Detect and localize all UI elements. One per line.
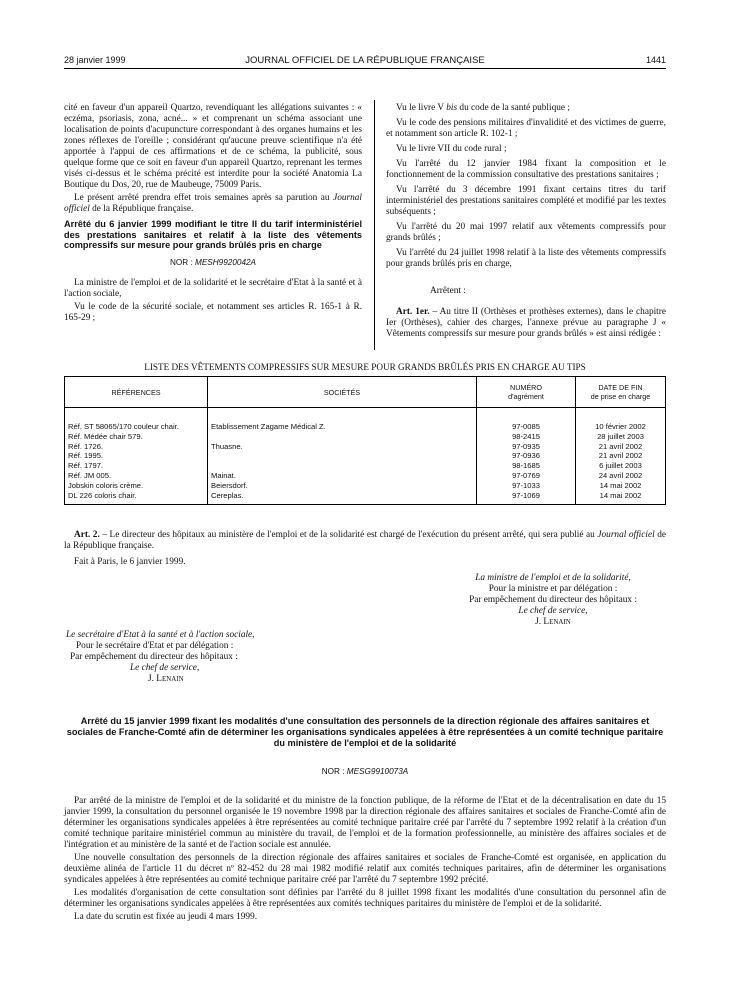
chef-service: Le chef de service, xyxy=(130,663,200,673)
nor-code: MESG9910073A xyxy=(346,767,409,776)
cell-ref: Jobskin coloris crème. xyxy=(65,481,208,491)
text: du code de la santé publique ; xyxy=(459,103,570,113)
signatory-name: J. Lenain xyxy=(535,617,571,627)
table-header-row xyxy=(65,377,666,408)
signature-secretaire xyxy=(66,630,276,685)
signatory-title: La ministre de l'emploi et de la solidarité, xyxy=(475,573,631,583)
cell-soc: Beiersdorf. xyxy=(208,481,477,491)
cell-soc xyxy=(208,432,477,442)
cell-ref: Réf. 1995. xyxy=(65,451,208,461)
header-page-number: 1441 xyxy=(645,55,666,65)
left-column xyxy=(64,103,362,326)
cell-soc: Cereplas. xyxy=(208,491,477,505)
cell-soc: Etablissement Zagame Médical Z. xyxy=(208,422,477,432)
cell-ref: Réf. 1726. xyxy=(65,442,208,452)
vu-arrete-1991: Vu l'arrêté du 3 décembre 1991 fixant certains titres du tarif interministériel des prestations sanitaires complété et modifié par les textes subséquents ; xyxy=(386,185,666,217)
delegation-line: Pour le secrétaire d'Etat et par délégation : xyxy=(76,641,234,651)
text: Le présent arrêté prendra effet trois semaines après sa parution au xyxy=(74,193,330,203)
journal-officiel-ref: Journal officiel xyxy=(597,530,655,540)
nor-code: MESH9920042A xyxy=(195,257,257,267)
text: d'agrément xyxy=(508,392,544,401)
delegation-line: Pour la ministre et par délégation : xyxy=(488,584,618,594)
article-label: Art. 1er. xyxy=(396,307,430,317)
table-row xyxy=(65,432,666,442)
cell-date: 14 mai 2002 xyxy=(576,491,666,505)
vu-arrete-1984: Vu l'arrêté du 12 janvier 1984 fixant la composition et le fonctionnement de la commission consultative des prestations sanitaires ; xyxy=(386,159,666,180)
arretent: Arrêtent : xyxy=(430,286,466,296)
cell-soc xyxy=(208,451,477,461)
cell-soc: Mainat. xyxy=(208,471,477,481)
vu-livre-vii: Vu le livre VII du code rural ; xyxy=(396,144,507,154)
text: de la République française. xyxy=(92,204,194,214)
fait-a-paris: Fait à Paris, le 6 janvier 1999. xyxy=(74,557,186,567)
article-2 xyxy=(64,530,666,570)
header-journal-title: JOURNAL OFFICIEL DE LA RÉPUBLIQUE FRANÇAISE xyxy=(245,55,485,66)
cell-date: 21 avril 2002 xyxy=(576,442,666,452)
cell-date: 24 avril 2002 xyxy=(576,471,666,481)
cell-num: 98-1685 xyxy=(477,461,576,471)
column-header-numero xyxy=(477,377,576,408)
nor-label: NOR : xyxy=(321,767,345,776)
table-row xyxy=(65,481,666,491)
cell-date: 28 juillet 2003 xyxy=(576,432,666,442)
nor-reference xyxy=(64,257,362,268)
cell-ref: Réf. Médée chair 579. xyxy=(65,432,208,442)
text: de la République française. xyxy=(64,530,666,551)
cell-ref: Réf. 1797. xyxy=(65,461,208,471)
table-row xyxy=(65,491,666,505)
article-2-text xyxy=(64,530,666,552)
column-header-date xyxy=(576,377,666,408)
paragraph-nouvelle-consultation: Une nouvelle consultation des personnels de la direction régionale des affaires sanitaires et sociales de Franche-Comté est organisée, en application du deuxième alinéa de l'article 11 du décret nº 82-452 du 28 mai 1982 modifié relatif aux comités techniques paritaires, afin de déterminer les organisations syndicales appelées à être représentées au comité technique paritaire créé par l'arrêté du 7 septembre 1992 précité. xyxy=(64,853,666,885)
cell-ref: Réf. ST 58065/170 couleur chair. xyxy=(65,422,208,432)
paragraph-effect xyxy=(64,193,362,215)
header-rule xyxy=(64,68,666,69)
paragraph-ministre: La ministre de l'emploi et de la solidarité et le secrétaire d'Etat à la santé et à l'action sociale, xyxy=(64,277,362,299)
text: NUMÉRO xyxy=(510,383,542,392)
table-spacer-row xyxy=(65,408,666,423)
cell-date: 6 juillet 2003 xyxy=(576,461,666,471)
article-1 xyxy=(386,307,666,340)
column-header-societes: SOCIÉTÉS xyxy=(208,377,477,408)
signatory-title: Le secrétaire d'Etat à la santé et à l'action sociale, xyxy=(66,630,255,640)
cell-num: 97-0769 xyxy=(477,471,576,481)
cell-date: 14 mai 2002 xyxy=(576,481,666,491)
vu-arrete-1997: Vu l'arrêté du 20 mai 1997 relatif aux vêtements compressifs pour grands brûlés ; xyxy=(386,222,666,243)
signature-ministre xyxy=(440,573,666,628)
arrete-title-6-janvier: Arrêté du 6 janvier 1999 modifiant le titre II du tarif interministériel des prestations sanitaires et relatif à la liste des vêtements compressifs sur mesure pour grands brûlés pris en charge xyxy=(64,219,362,250)
vu-code-pensions: Vu le code des pensions militaires d'invalidité et des victimes de guerre, et notamment son article R. 102-1 ; xyxy=(386,118,666,139)
vetements-table xyxy=(64,376,666,505)
cell-soc xyxy=(208,461,477,471)
nor-label: NOR : xyxy=(169,257,193,267)
right-column xyxy=(386,103,666,342)
table-row xyxy=(65,451,666,461)
vu-arrete-1998: Vu l'arrêté du 24 juillet 1998 relatif à la liste des vêtements compressifs pour grands brûlés pris en charge, xyxy=(386,248,666,269)
cell-num: 97-1069 xyxy=(477,491,576,505)
text: – Au titre II (Orthèses et prothèses externes), dans le chapitre Ier (Orthèses), cahier des charges, l'annexe prévue au paragraphe J « Vêtements compressifs sur mesure pour grands brûlés » est ainsi rédigée : xyxy=(386,307,666,339)
cell-num: 97-0935 xyxy=(477,442,576,452)
text: Vu le livre V xyxy=(396,103,444,113)
column-divider xyxy=(374,100,375,350)
text: DATE DE FIN xyxy=(598,383,643,392)
empechement-line: Par empêchement du directeur des hôpitaux : xyxy=(70,652,238,662)
article-label: Art. 2. xyxy=(74,530,100,540)
journal-officiel-ref: Journal officiel xyxy=(64,193,362,214)
cell-ref: DL 226 coloris chair. xyxy=(65,491,208,505)
chef-service: Le chef de service, xyxy=(518,606,588,616)
cell-date: 21 avril 2002 xyxy=(576,451,666,461)
table-row xyxy=(65,461,666,471)
column-header-references: RÉFÉRENCES xyxy=(65,377,208,408)
table-row xyxy=(65,442,666,452)
cell-ref: Réf. JM 005. xyxy=(65,471,208,481)
second-arrete-body xyxy=(64,796,666,925)
cell-num: 98-2415 xyxy=(477,432,576,442)
page-header xyxy=(64,55,666,69)
vu-livre-v xyxy=(386,103,666,114)
table-title: LISTE DES VÊTEMENTS COMPRESSIFS SUR MESURE POUR GRANDS BRÛLÉS PRIS EN CHARGE AU TIPS xyxy=(144,362,586,372)
text: de prise en charge xyxy=(590,392,651,401)
nor-reference-2 xyxy=(64,767,666,776)
signatory-name: J. Lenain xyxy=(148,674,184,684)
arrete-title-15-janvier: Arrêté du 15 janvier 1999 fixant les modalités d'une consultation des personnels de la direction régionale des affaires sanitaires et sociales de Franche-Comté afin de déterminer les organisations syndicales appelées à être représentées à un comité technique paritaire du ministère de l'emploi et de la solidarité xyxy=(66,716,664,748)
cell-num: 97-0936 xyxy=(477,451,576,461)
paragraph-annulation: Par arrêté de la ministre de l'emploi et de la solidarité et du ministre de la fonction publique, de la réforme de l'Etat et de la décentralisation en date du 15 janvier 1999, la consultation du personnel organisée le 19 novembre 1998 par la direction régionale des affaires sanitaires et sociales de Franche-Comté afin de déterminer les organisations syndicales appelées à être représentées au comité technique paritaire créé par l'arrêté du 7 septembre 1992 relatif à la création d'un comité technique paritaire ministériel commun au ministère du travail, de l'emploi et de la formation professionnelle, au ministère des affaires sociales et de l'intégration et au ministère de la santé et de l'action sociale est annulée. xyxy=(64,796,666,850)
paragraph-date-scrutin: La date du scrutin est fixée au jeudi 4 mars 1999. xyxy=(74,912,258,922)
text: – Le directeur des hôpitaux au ministère de l'emploi et de la solidarité est chargé de l'exécution du présent arrêté, qui sera publié au xyxy=(102,530,595,540)
paragraph-vu-code-securite: Vu le code de la sécurité sociale, et notamment ses articles R. 165-1 à R. 165-29 ; xyxy=(64,301,362,323)
cell-num: 97-0085 xyxy=(477,422,576,432)
header-date: 28 janvier 1999 xyxy=(64,55,126,65)
cell-date: 10 février 2002 xyxy=(576,422,666,432)
empechement-line: Par empêchement du directeur des hôpitaux : xyxy=(469,595,637,605)
cell-soc: Thuasne. xyxy=(208,442,477,452)
table-row xyxy=(65,422,666,432)
paragraph-modalites: Les modalités d'organisation de cette consultation sont définies par l'arrêté du 8 juillet 1998 fixant les modalités d'une consultation du personnel afin de déterminer les organisations syndicales appelées à être représentées aux comités techniques paritaires du ministère de l'emploi et de la solidarité. xyxy=(64,888,666,909)
text: bis xyxy=(446,103,458,113)
cell-num: 97-1033 xyxy=(477,481,576,491)
table-row xyxy=(65,471,666,481)
paragraph-quartzo: cité en faveur d'un appareil Quartzo, revendiquant les allégations suivantes : « eczéma, psoriasis, zona, acné... » et comprenant un schéma associant une localisation de points d'acupuncture correspondant à des organes humains et les zones réflexes de l'oreille ; considérant qu'aucune preuve scientifique n'a été apportée à l'appui de ces affirmations et de ce schéma, la publicité, sous quelque forme que ce soit en faveur d'un appareil Quartzo, reprenant les termes visés ci-dessus et le schéma précité est interdite pour la société Anatomia La Boutique du Dos, 20, rue de Maubeuge, 75009 Paris. xyxy=(64,103,362,190)
